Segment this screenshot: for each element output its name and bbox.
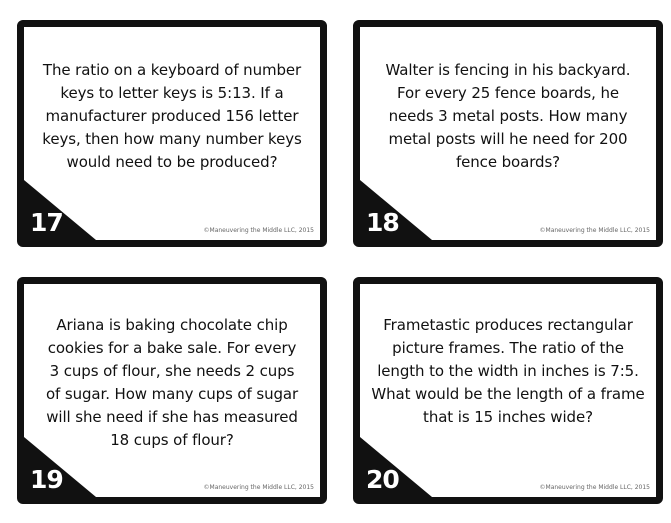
card-number: 18: [366, 208, 399, 237]
task-card-18: [353, 20, 663, 247]
question-line: needs 3 metal posts. How many: [388, 107, 628, 125]
question-line: Walter is fencing in his backyard.: [385, 61, 631, 79]
copyright-text: ©Maneuvering the Middle LLC, 2015: [539, 484, 650, 491]
question-line: would need to be produced?: [66, 153, 278, 171]
question-line: keys, then how many number keys: [42, 130, 302, 148]
question-line: length to the width in inches is 7:5.: [377, 362, 639, 380]
task-card-20: [353, 277, 663, 504]
question-line: picture frames. The ratio of the: [392, 339, 624, 357]
question-line: The ratio on a keyboard of number: [42, 61, 302, 79]
question-line: of sugar. How many cups of sugar: [45, 385, 299, 403]
copyright-text: ©Maneuvering the Middle LLC, 2015: [203, 484, 314, 491]
question-line: 3 cups of flour, she needs 2 cups: [49, 362, 295, 380]
question-line: What would be the length of a frame: [371, 385, 645, 403]
question-line: metal posts will he need for 200: [388, 130, 628, 148]
task-card-19: [17, 277, 327, 504]
question-line: For every 25 fence boards, he: [397, 84, 619, 102]
card-number: 17: [30, 208, 63, 237]
question-text: [368, 314, 648, 429]
question-line: will she need if she has measured: [46, 408, 298, 426]
copyright-text: ©Maneuvering the Middle LLC, 2015: [203, 227, 314, 234]
question-line: cookies for a bake sale. For every: [47, 339, 297, 357]
question-line: Ariana is baking chocolate chip: [56, 316, 288, 334]
card-number: 19: [30, 465, 63, 494]
question-line: fence boards?: [455, 153, 561, 171]
question-line: Frametastic produces rectangular: [383, 316, 633, 334]
task-card-17: [17, 20, 327, 247]
question-text: [32, 314, 312, 452]
question-line: 18 cups of flour?: [110, 431, 234, 449]
card-number: 20: [366, 465, 399, 494]
question-line: that is 15 inches wide?: [423, 408, 593, 426]
question-line: manufacturer produced 156 letter: [45, 107, 299, 125]
question-text: [32, 59, 312, 174]
question-line: keys to letter keys is 5:13. If a: [60, 84, 284, 102]
copyright-text: ©Maneuvering the Middle LLC, 2015: [539, 227, 650, 234]
question-text: [368, 59, 648, 174]
